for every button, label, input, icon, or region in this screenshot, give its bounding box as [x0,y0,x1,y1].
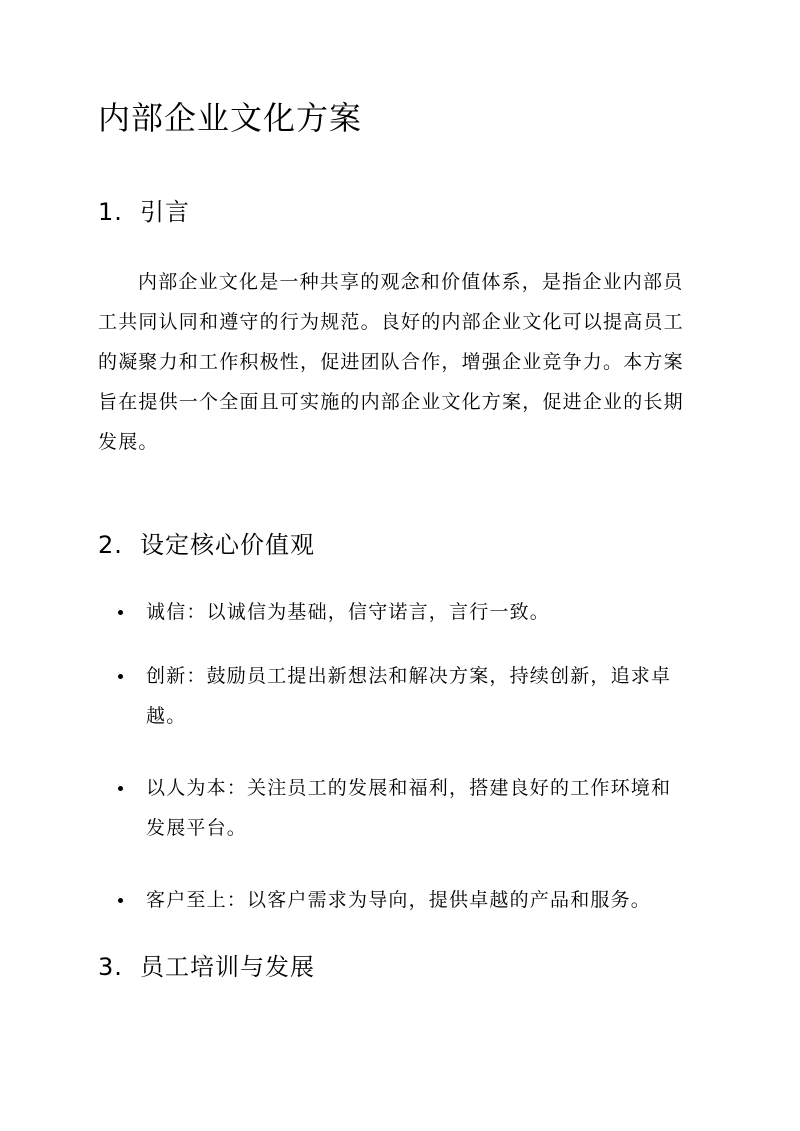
bullet-icon [118,786,123,791]
list-item-line: 发展平台。 [146,817,248,839]
section-title: 引言 [140,198,190,226]
document-title: 内部企业文化方案 [98,99,363,137]
bullet-icon [118,610,123,615]
list-item [118,768,698,848]
list-item [118,656,698,736]
paragraph-line: 发展。 [98,431,159,453]
bullet-icon [118,674,123,679]
list-item [118,592,698,632]
section-title: 员工培训与发展 [140,953,315,981]
paragraph-line: 内部企业文化是一种共享的观念和价值体系，是指企业内部员 [138,271,684,293]
section-number: 1. [98,198,123,226]
paragraph-line: 工共同认同和遵守的行为规范。良好的内部企业文化可以提高员工 [98,311,684,333]
bullet-icon [118,898,123,903]
section-heading-training [98,950,315,984]
list-item-line: 创新：鼓励员工提出新想法和解决方案，持续创新，追求卓 [146,665,672,687]
section-heading-core-values [98,528,315,562]
list-item-line: 诚信：以诚信为基础，信守诺言，言行一致。 [146,601,551,623]
section-number: 3. [98,953,123,981]
list-item-line: 以人为本：关注员工的发展和福利，搭建良好的工作环境和 [146,777,672,799]
section-heading-intro [98,195,190,229]
section-title: 设定核心价值观 [140,531,315,559]
list-item-line: 客户至上：以客户需求为导向，提供卓越的产品和服务。 [146,889,652,911]
list-item-line: 越。 [146,705,187,727]
paragraph-line: 旨在提供一个全面且可实施的内部企业文化方案，促进企业的长期 [98,391,684,413]
section-number: 2. [98,531,123,559]
paragraph-line: 的凝聚力和工作积极性，促进团队合作，增强企业竞争力。本方案 [98,351,684,373]
list-item [118,880,698,920]
intro-paragraph [98,262,698,462]
